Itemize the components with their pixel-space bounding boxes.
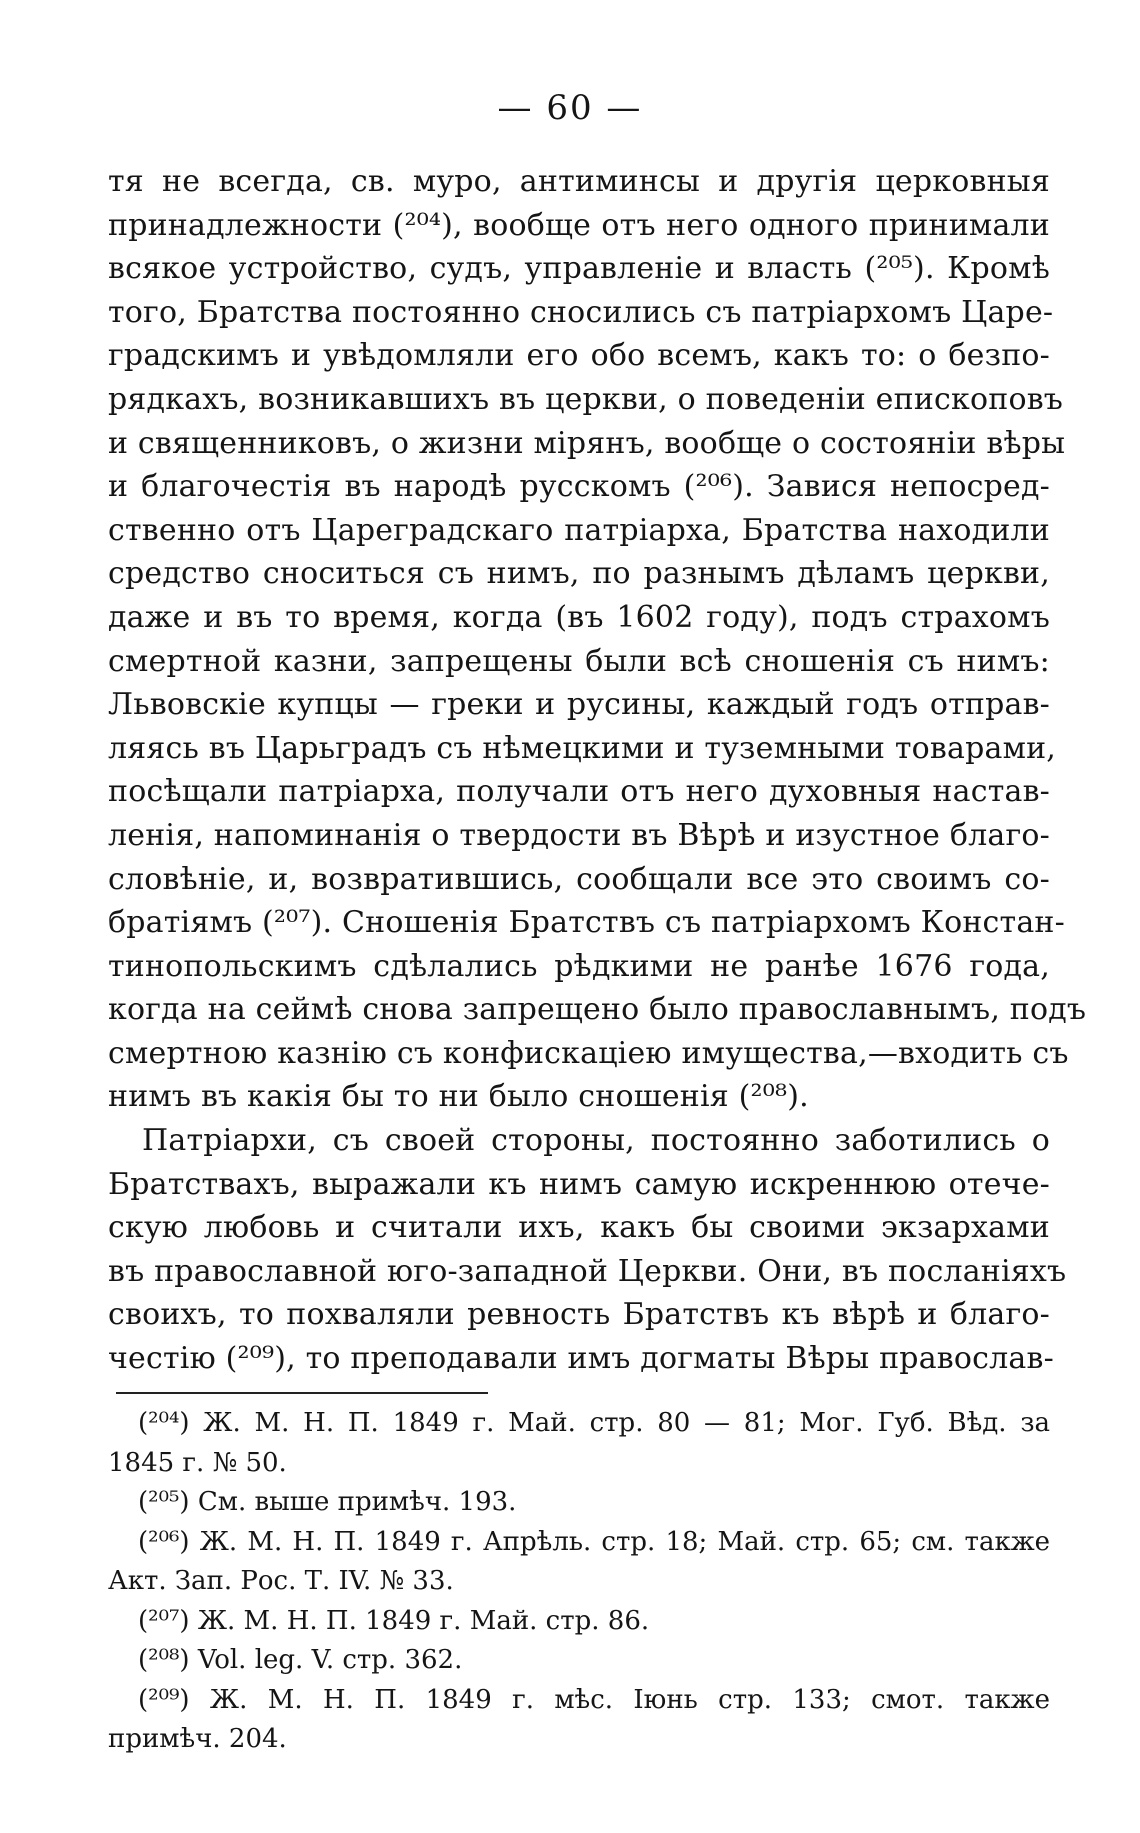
footnote-line: Акт. Зап. Рос. Т. IV. № 33. xyxy=(108,1566,454,1596)
body-line: и благочестія въ народѣ русскомъ (²⁰⁶). Завися непосред- xyxy=(108,469,1050,505)
footnotes xyxy=(108,1404,1050,1760)
body-line: рядкахъ, возникавшихъ въ церкви, о поведеніи епископовъ xyxy=(108,381,1064,417)
footnote-line: (²⁰⁵) См. выше примѣч. 193. xyxy=(138,1487,517,1517)
body-line: скую любовь и считали ихъ, какъ бы своими экзархами xyxy=(108,1210,1050,1246)
body-line: честію (²⁰⁹), то преподавали имъ догматы Вѣры православ- xyxy=(108,1341,1054,1377)
body-line: принадлежности (²⁰⁴), вообще отъ него одного принимали xyxy=(108,207,1050,243)
footnote-line: (²⁰⁹) Ж. М. Н. П. 1849 г. мѣс. Іюнь стр. 133; смот. также xyxy=(138,1684,1050,1715)
footnote-line: (²⁰⁷) Ж. М. Н. П. 1849 г. Май. стр. 86. xyxy=(138,1605,650,1636)
body-line: ленія, напоминанія о твердости въ Вѣрѣ и изустное благо- xyxy=(108,817,1050,853)
body-line: ляясь въ Царьградъ съ нѣмецкими и туземными товарами, xyxy=(108,730,1057,766)
body-line: средство сноситься съ нимъ, по разнымъ дѣламъ церкви, xyxy=(108,556,1050,592)
body-line: смертной казни, запрещены были всѣ сношенія съ нимъ: xyxy=(108,643,1050,679)
body-line: нимъ въ какія бы то ни было сношенія (²⁰⁸). xyxy=(108,1079,809,1115)
body-line: когда на сеймѣ снова запрещено было православнымъ, подъ xyxy=(108,992,1087,1028)
footnote-separator xyxy=(116,1392,488,1394)
body-line: братіямъ (²⁰⁷). Сношенія Братствъ съ патріархомъ Констан- xyxy=(108,905,1065,941)
body-line: словѣніе, и, возвратившись, сообщали все это своимъ со- xyxy=(108,861,1050,897)
body-line: тинопольскимъ сдѣлались рѣдкими не ранѣе 1676 года, xyxy=(108,948,1050,984)
footnote-line: (²⁰⁶) Ж. М. Н. П. 1849 г. Апрѣль. стр. 18; Май. стр. 65; см. также xyxy=(138,1526,1050,1557)
body-line: даже и въ то время, когда (въ 1602 году), подъ страхомъ xyxy=(108,599,1050,635)
body-line: всякое устройство, судъ, управленіе и власть (²⁰⁵). Кромѣ xyxy=(108,251,1050,287)
body-line: ственно отъ Цареградскаго патріарха, Братства находили xyxy=(108,512,1050,548)
body-line: посѣщали патріарха, получали отъ него духовныя настав- xyxy=(108,774,1050,810)
footnote-line: 1845 г. № 50. xyxy=(108,1447,287,1478)
body-line: своихъ, то похваляли ревность Братствъ къ вѣрѣ и благо- xyxy=(108,1297,1050,1333)
page-number: — 60 — xyxy=(497,88,643,128)
body-line: въ православной юго-западной Церкви. Они, въ посланіяхъ xyxy=(108,1253,1067,1289)
body-line: того, Братства постоянно сносились съ патріархомъ Царе- xyxy=(108,294,1054,330)
body-line: Львовскіе купцы — греки и русины, каждый годъ отправ- xyxy=(108,687,1050,723)
body-line: и священниковъ, о жизни мірянъ, вообще о состояніи вѣры xyxy=(108,425,1066,461)
body-line: градскимъ и увѣдомляли его обо всемъ, какъ то: о безпо- xyxy=(108,338,1050,374)
footnote-line: примѣч. 204. xyxy=(108,1724,287,1754)
body-line: смертною казнію съ конфискаціею имущества,—входить съ xyxy=(108,1035,1069,1071)
body-line: Братствахъ, выражали къ нимъ самую искреннюю отече- xyxy=(108,1166,1050,1202)
footnote-line: (²⁰⁴) Ж. М. Н. П. 1849 г. Май. стр. 80 — 81; Мог. Губ. Вѣд. за xyxy=(138,1408,1050,1438)
body-line: тя не всегда, св. муро, антиминсы и другія церковныя xyxy=(108,164,1050,199)
paragraph-start-line: Патріархи, съ своей стороны, постоянно заботились о xyxy=(142,1123,1050,1159)
body-text xyxy=(108,160,1087,1381)
footnote-line: (²⁰⁸) Vol. leg. V. стр. 362. xyxy=(138,1645,463,1675)
